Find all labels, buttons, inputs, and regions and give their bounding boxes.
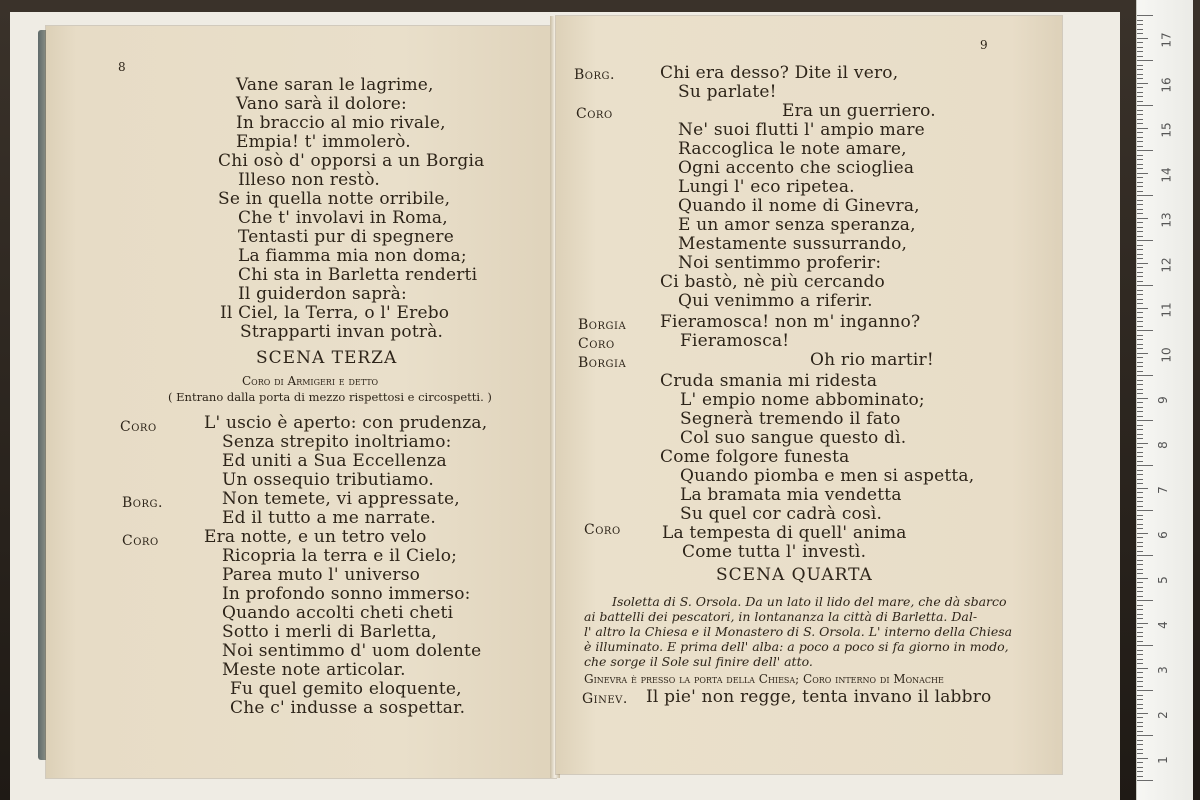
- dialogue-line: Non temete, vi appressate,: [222, 489, 460, 509]
- ruler-tick: [1137, 87, 1143, 88]
- verse-line: Segnerà tremendo il fato: [680, 409, 901, 429]
- ruler-tick: [1137, 168, 1143, 169]
- ruler-tick: [1137, 150, 1153, 151]
- dialogue-line: Quando accolti cheti cheti: [222, 603, 454, 623]
- scene-description-line: l' altro la Chiesa e il Monastero di S. Orsola. L' interno della Chiesa: [584, 624, 1013, 639]
- ruler-tick: [1137, 632, 1143, 633]
- dialogue-line: Noi sentimmo d' uom dolente: [222, 641, 482, 661]
- speaker-label: Borgia: [578, 317, 627, 333]
- ruler-tick: [1137, 384, 1143, 385]
- ruler-tick: [1137, 173, 1148, 174]
- ruler-tick: [1137, 326, 1143, 327]
- ruler-tick: [1137, 650, 1143, 651]
- ruler-tick: [1137, 542, 1143, 543]
- ruler-tick: [1137, 659, 1143, 660]
- ruler-tick: [1137, 654, 1143, 655]
- ruler-tick: [1137, 308, 1148, 309]
- ruler-tick: [1137, 177, 1143, 178]
- ruler-tick: [1137, 204, 1143, 205]
- ruler-tick: [1137, 645, 1153, 646]
- page-number-right: 9: [980, 38, 988, 52]
- ruler-tick: [1137, 74, 1143, 75]
- ruler-tick: [1137, 780, 1153, 781]
- verse-line: Su quel cor cadrà così.: [680, 504, 883, 524]
- ruler-tick: [1137, 285, 1153, 286]
- speaker-label: Ginev.: [582, 691, 628, 707]
- ruler-tick: [1137, 600, 1153, 601]
- ruler-tick: [1137, 393, 1143, 394]
- ruler-tick: [1137, 101, 1143, 102]
- ruler-tick: [1137, 357, 1143, 358]
- ruler-tick: [1137, 335, 1143, 336]
- stage-direction: ( Entrano dalla porta di mezzo rispettosi e circospetti. ): [168, 390, 492, 404]
- ruler-tick: [1137, 416, 1143, 417]
- ruler-tick: [1137, 726, 1143, 727]
- ruler-tick: [1137, 722, 1143, 723]
- ruler-tick: [1137, 317, 1143, 318]
- ruler-tick: [1137, 263, 1148, 264]
- ruler-tick: [1137, 731, 1143, 732]
- ruler-tick: [1137, 155, 1143, 156]
- ruler-tick: [1137, 704, 1143, 705]
- verse-line: Quando piomba e men si aspetta,: [680, 466, 975, 486]
- ruler-tick: [1137, 281, 1143, 282]
- ruler-tick: [1137, 24, 1143, 25]
- ruler-tick: [1137, 209, 1143, 210]
- ruler-tick: [1137, 510, 1153, 511]
- ruler-tick: [1137, 551, 1143, 552]
- speaker-label: Coro: [120, 419, 157, 435]
- ruler-tick: [1137, 677, 1143, 678]
- dialogue-line: In profondo sonno immerso:: [222, 584, 471, 604]
- ruler-tick: [1137, 623, 1148, 624]
- ruler-tick: [1137, 371, 1143, 372]
- ruler-tick: [1137, 344, 1143, 345]
- verse-line: Se in quella notte orribile,: [218, 189, 451, 209]
- verse-line: Mestamente sussurrando,: [678, 234, 908, 254]
- ruler-tick: [1137, 758, 1148, 759]
- ruler-tick: [1137, 375, 1153, 376]
- ruler-tick: [1137, 254, 1143, 255]
- speaker-label: Borg.: [122, 495, 163, 511]
- ruler-tick: [1137, 699, 1143, 700]
- ruler-tick: [1137, 245, 1143, 246]
- ruler-tick: [1137, 92, 1143, 93]
- scene-subtitle: Coro di Armigeri e detto: [242, 374, 379, 388]
- verse-line: Vano sarà il dolore:: [236, 94, 407, 114]
- ruler-tick: [1137, 200, 1143, 201]
- speaker-label: Borg.: [574, 67, 615, 83]
- ruler-tick: [1137, 51, 1143, 52]
- ruler-tick: [1137, 456, 1143, 457]
- verse-line: L' empio nome abbominato;: [680, 390, 925, 410]
- ruler-tick: [1137, 605, 1143, 606]
- ruler-tick: [1137, 479, 1143, 480]
- ruler-tick: [1137, 389, 1143, 390]
- verse-line: La tempesta di quell' anima: [662, 523, 907, 543]
- scene-title: SCENA QUARTA: [716, 565, 873, 585]
- ruler-number: 10: [1159, 347, 1174, 363]
- ruler-number: 17: [1159, 32, 1174, 48]
- verse-line: Come tutta l' investì.: [682, 542, 867, 562]
- ruler-number: 7: [1155, 486, 1170, 494]
- ruler-tick: [1137, 596, 1143, 597]
- ruler-number: 6: [1155, 531, 1170, 539]
- ruler-tick: [1137, 740, 1143, 741]
- ruler-tick: [1137, 78, 1143, 79]
- ruler-tick: [1137, 411, 1143, 412]
- verse-line: Come folgore funesta: [660, 447, 850, 467]
- ruler-tick: [1137, 132, 1143, 133]
- ruler-tick: [1137, 672, 1143, 673]
- ruler-tick: [1137, 186, 1143, 187]
- verse-line: Ogni accento che sciogliea: [678, 158, 915, 178]
- ruler-tick: [1137, 222, 1143, 223]
- verse-line: Illeso non restò.: [238, 170, 381, 190]
- scene-description-line: che sorge il Sole sul finire dell' atto.: [584, 654, 813, 669]
- ruler-number: 5: [1155, 576, 1170, 584]
- ruler-tick: [1137, 695, 1143, 696]
- verse-line: Chi sta in Barletta renderti: [238, 265, 478, 285]
- dialogue-line: Senza strepito inoltriamo:: [222, 432, 452, 452]
- verse-line: Fieramosca! non m' inganno?: [660, 312, 921, 332]
- ruler-tick: [1137, 591, 1143, 592]
- speaker-label: Borgia: [578, 355, 627, 371]
- ruler-tick: [1137, 537, 1143, 538]
- ruler-tick: [1137, 402, 1143, 403]
- ruler-tick: [1137, 353, 1148, 354]
- ruler-tick: [1137, 470, 1143, 471]
- speaker-label: Coro: [576, 106, 613, 122]
- ruler-tick: [1137, 555, 1153, 556]
- ruler-tick: [1137, 69, 1143, 70]
- right-page: [556, 16, 1062, 774]
- ruler-tick: [1137, 164, 1143, 165]
- ruler-tick: [1137, 38, 1148, 39]
- ruler-tick: [1137, 641, 1143, 642]
- verse-line: Il pie' non regge, tenta invano il labbro: [646, 687, 992, 707]
- ruler-tick: [1137, 735, 1153, 736]
- ruler-tick: [1137, 587, 1143, 588]
- ruler-tick: [1137, 582, 1143, 583]
- ruler-number: 11: [1159, 302, 1174, 318]
- ruler-tick: [1137, 272, 1143, 273]
- ruler-tick: [1137, 528, 1143, 529]
- ruler-tick: [1137, 519, 1143, 520]
- ruler-tick: [1137, 312, 1143, 313]
- verse-line: Tentasti pur di spegnere: [238, 227, 455, 247]
- ruler-tick: [1137, 47, 1143, 48]
- ruler-tick: [1137, 182, 1143, 183]
- ruler-tick: [1137, 249, 1143, 250]
- ruler-number: 4: [1155, 621, 1170, 629]
- dialogue-line: Che c' indusse a sospettar.: [230, 698, 466, 718]
- ruler-tick: [1137, 465, 1153, 466]
- ruler-tick: [1137, 362, 1143, 363]
- ruler-tick: [1137, 303, 1143, 304]
- scene-description-line: ai battelli dei pescatori, in lontananza la città di Barletta. Dal-: [584, 609, 978, 624]
- ruler-tick: [1137, 501, 1143, 502]
- ruler-tick: [1137, 420, 1153, 421]
- ruler-tick: [1137, 506, 1143, 507]
- ruler-tick: [1137, 65, 1143, 66]
- ruler-tick: [1137, 717, 1143, 718]
- verse-line: E un amor senza speranza,: [678, 215, 916, 235]
- ruler-tick: [1137, 627, 1143, 628]
- ruler-tick: [1137, 609, 1143, 610]
- verse-line: Col suo sangue questo dì.: [680, 428, 907, 448]
- verse-line: Chi osò d' opporsi a un Borgia: [218, 151, 485, 171]
- ruler-tick: [1137, 213, 1143, 214]
- verse-line: Empia! t' immolerò.: [236, 132, 411, 152]
- ruler-tick: [1137, 330, 1153, 331]
- ruler-tick: [1137, 708, 1143, 709]
- ruler-tick: [1137, 663, 1143, 664]
- ruler-tick: [1137, 191, 1143, 192]
- ruler-number: 1: [1155, 756, 1170, 764]
- ruler-tick: [1137, 141, 1143, 142]
- ruler-tick: [1137, 618, 1143, 619]
- ruler-tick: [1137, 488, 1148, 489]
- verse-line: Oh rio martir!: [810, 350, 934, 370]
- ruler-tick: [1137, 119, 1143, 120]
- ruler-number: 13: [1159, 212, 1174, 228]
- ruler-tick: [1137, 339, 1143, 340]
- ruler-tick: [1137, 407, 1143, 408]
- dialogue-line: Ricopria la terra e il Cielo;: [222, 546, 458, 566]
- verse-line: Il guiderdon saprà:: [238, 284, 407, 304]
- ruler-tick: [1137, 42, 1143, 43]
- ruler-tick: [1137, 159, 1143, 160]
- verse-line: Vane saran le lagrime,: [236, 75, 434, 95]
- ruler-tick: [1137, 290, 1143, 291]
- ruler-tick: [1137, 398, 1148, 399]
- ruler-tick: [1137, 533, 1148, 534]
- verse-line: La bramata mia vendetta: [680, 485, 902, 505]
- verse-line: Lungi l' eco ripetea.: [678, 177, 855, 197]
- verse-line: Era un guerriero.: [782, 101, 936, 121]
- verse-line: Cruda smania mi ridesta: [660, 371, 878, 391]
- ruler-tick: [1137, 123, 1143, 124]
- ruler-number: 16: [1159, 77, 1174, 93]
- verse-line: Chi era desso? Dite il vero,: [660, 63, 899, 83]
- ruler-tick: [1137, 452, 1143, 453]
- ruler-tick: [1137, 776, 1143, 777]
- ruler-tick: [1137, 434, 1143, 435]
- ruler-number: 8: [1155, 441, 1170, 449]
- ruler-tick: [1137, 483, 1143, 484]
- ruler-tick: [1137, 258, 1143, 259]
- ruler-number: 12: [1159, 257, 1174, 273]
- ruler-tick: [1137, 294, 1143, 295]
- dialogue-line: L' uscio è aperto: con prudenza,: [204, 413, 488, 433]
- ruler-tick: [1137, 767, 1143, 768]
- ruler-tick: [1137, 380, 1143, 381]
- ruler-tick: [1137, 492, 1143, 493]
- ruler-tick: [1137, 560, 1143, 561]
- dialogue-line: Ed il tutto a me narrate.: [222, 508, 436, 528]
- ruler-tick: [1137, 20, 1143, 21]
- dialogue-line: Un ossequio tributiamo.: [222, 470, 435, 490]
- ruler-tick: [1137, 60, 1153, 61]
- ruler-tick: [1137, 762, 1143, 763]
- ruler-tick: [1137, 636, 1143, 637]
- verse-line: Il Ciel, la Terra, o l' Erebo: [220, 303, 450, 323]
- ruler-tick: [1137, 83, 1148, 84]
- ruler-tick: [1137, 218, 1148, 219]
- speaker-label: Coro: [122, 533, 159, 549]
- ruler-tick: [1137, 227, 1143, 228]
- ruler-tick: [1137, 366, 1143, 367]
- ruler-tick: [1137, 429, 1143, 430]
- verse-line: La fiamma mia non doma;: [238, 246, 467, 266]
- verse-line: Noi sentimmo proferir:: [678, 253, 882, 273]
- ruler-tick: [1137, 474, 1143, 475]
- ruler-tick: [1137, 546, 1143, 547]
- ruler-tick: [1137, 105, 1153, 106]
- ruler-tick: [1137, 29, 1143, 30]
- verse-line: Che t' involavi in Roma,: [238, 208, 448, 228]
- ruler-tick: [1137, 443, 1148, 444]
- ruler-tick: [1137, 240, 1153, 241]
- ruler-tick: [1137, 128, 1148, 129]
- ruler-tick: [1137, 299, 1143, 300]
- dialogue-line: Era notte, e un tetro velo: [204, 527, 427, 547]
- dialogue-line: Parea muto l' universo: [222, 565, 421, 585]
- ruler-tick: [1137, 578, 1148, 579]
- ruler-tick: [1137, 425, 1143, 426]
- ruler-number: 2: [1155, 711, 1170, 719]
- verse-line: In braccio al mio rivale,: [236, 113, 446, 133]
- ruler-tick: [1137, 267, 1143, 268]
- ruler-tick: [1137, 497, 1143, 498]
- ruler-tick: [1137, 690, 1153, 691]
- ruler-tick: [1137, 236, 1143, 237]
- scene-title: SCENA TERZA: [256, 348, 398, 368]
- ruler-tick: [1137, 33, 1143, 34]
- verse-line: Strapparti invan potrà.: [240, 322, 444, 342]
- verse-line: Su parlate!: [678, 82, 777, 102]
- ruler-tick: [1137, 276, 1143, 277]
- ruler-tick: [1137, 564, 1143, 565]
- ruler-tick: [1137, 713, 1148, 714]
- verse-line: Raccoglica le note amare,: [678, 139, 907, 159]
- ruler-tick: [1137, 96, 1143, 97]
- ruler-number: 15: [1159, 122, 1174, 138]
- verse-line: Ci bastò, nè più cercando: [660, 272, 885, 292]
- dialogue-line: Meste note articolar.: [222, 660, 406, 680]
- ruler-tick: [1137, 524, 1143, 525]
- ruler-tick: [1137, 114, 1143, 115]
- ruler-tick: [1137, 771, 1143, 772]
- dialogue-line: Ed uniti a Sua Eccellenza: [222, 451, 447, 471]
- ruler-tick: [1137, 753, 1143, 754]
- ruler-tick: [1137, 137, 1143, 138]
- ruler-number: 14: [1159, 167, 1174, 183]
- speaker-label: Coro: [584, 522, 621, 538]
- verse-line: Qui venimmo a riferir.: [678, 291, 873, 311]
- ruler-tick: [1137, 438, 1143, 439]
- verse-line: Quando il nome di Ginevra,: [678, 196, 920, 216]
- speaker-label: Coro: [578, 336, 615, 352]
- verse-line: Ne' suoi flutti l' ampio mare: [678, 120, 925, 140]
- ruler-tick: [1137, 681, 1143, 682]
- verse-line: Fieramosca!: [680, 331, 790, 351]
- dialogue-line: Fu quel gemito eloquente,: [230, 679, 462, 699]
- ruler-tick: [1137, 195, 1153, 196]
- scene-description-line: Isoletta di S. Orsola. Da un lato il lido del mare, che dà sbarco: [612, 594, 1007, 609]
- ruler-tick: [1137, 348, 1143, 349]
- scene-direction: Ginevra è presso la porta della Chiesa; Coro interno di Monache: [584, 672, 944, 686]
- measurement-ruler: [1136, 0, 1193, 800]
- ruler-tick: [1137, 749, 1143, 750]
- ruler-tick: [1137, 146, 1143, 147]
- dialogue-line: Sotto i merli di Barletta,: [222, 622, 437, 642]
- ruler-tick: [1137, 231, 1143, 232]
- left-page: [46, 26, 556, 778]
- ruler-tick: [1137, 573, 1143, 574]
- page-number-left: 8: [118, 60, 126, 74]
- ruler-tick: [1137, 447, 1143, 448]
- ruler-tick: [1137, 668, 1148, 669]
- ruler-tick: [1137, 515, 1143, 516]
- ruler-tick: [1137, 461, 1143, 462]
- scene-description-line: è illuminato. E prima dell' alba: a poco a poco si fa giorno in modo,: [584, 639, 1009, 654]
- ruler-tick: [1137, 56, 1143, 57]
- ruler-tick: [1137, 744, 1143, 745]
- ruler-tick: [1137, 614, 1143, 615]
- ruler-tick: [1137, 321, 1143, 322]
- ruler-tick: [1137, 110, 1143, 111]
- ruler-tick: [1137, 569, 1143, 570]
- ruler-tick: [1137, 15, 1153, 16]
- ruler-number: 3: [1155, 666, 1170, 674]
- ruler-number: 9: [1155, 396, 1170, 404]
- ruler-tick: [1137, 686, 1143, 687]
